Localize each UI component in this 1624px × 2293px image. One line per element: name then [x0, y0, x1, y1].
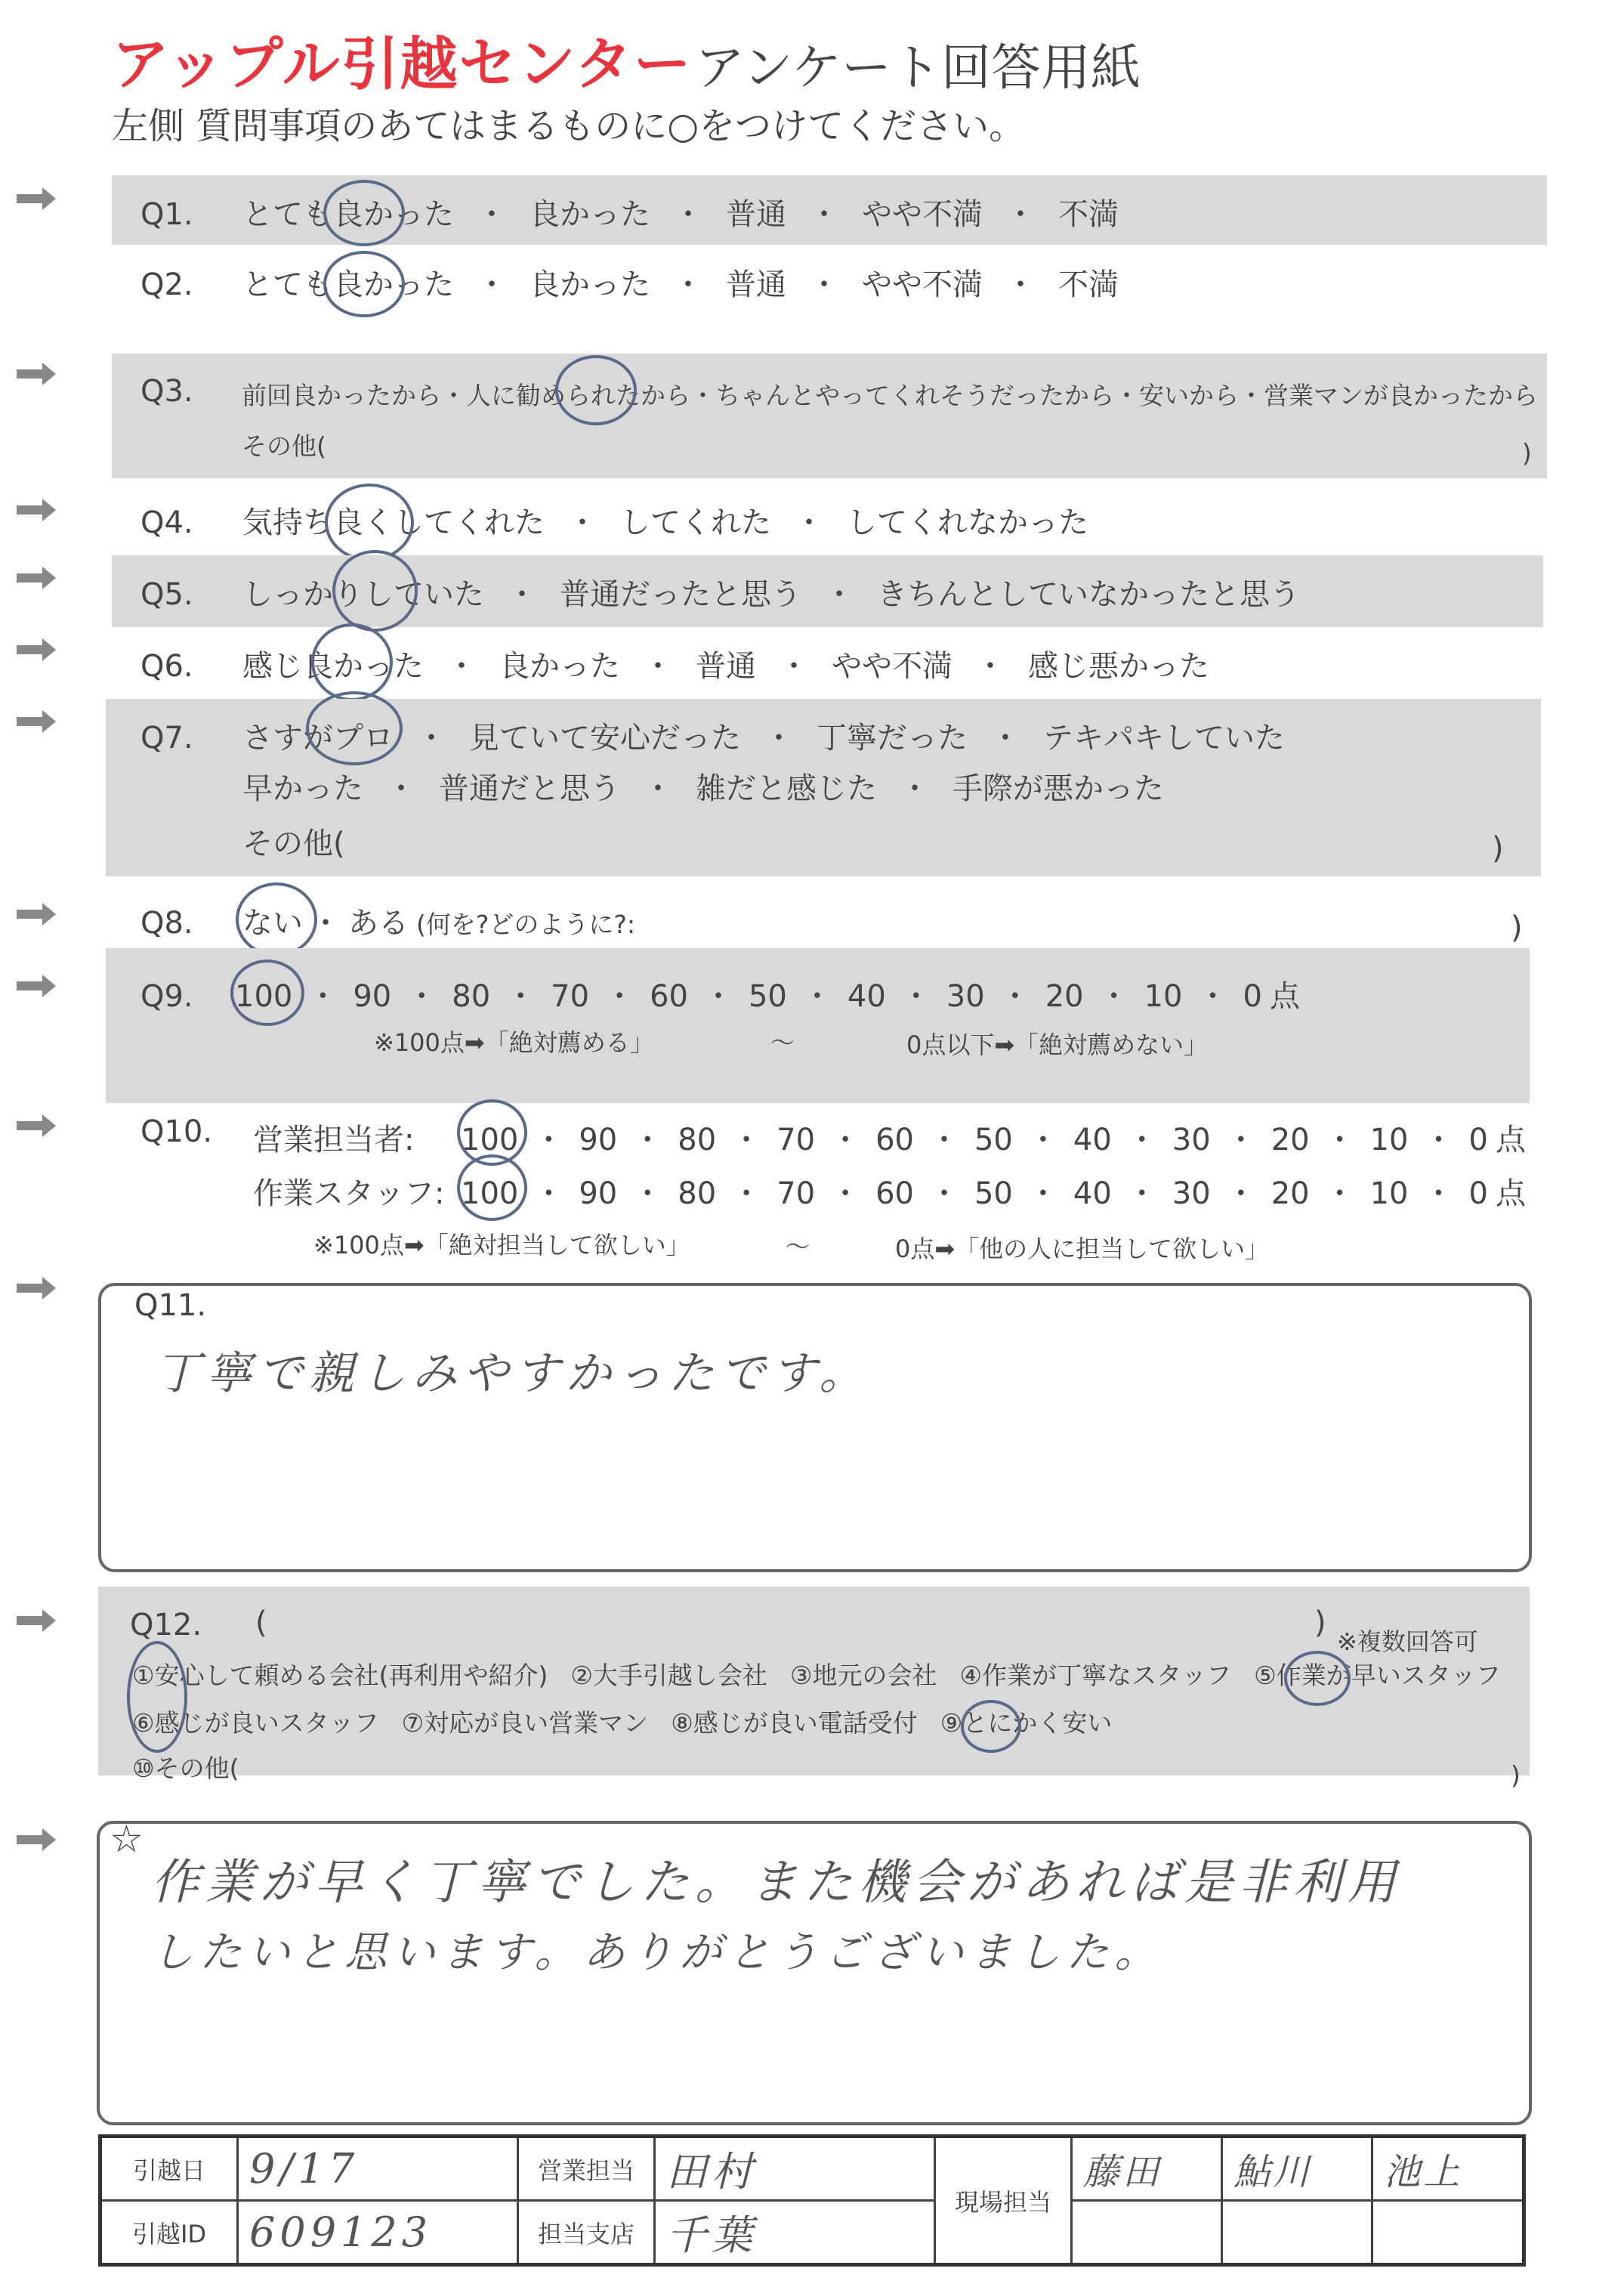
q7-option[interactable]: 丁寧だった [817, 721, 968, 756]
q10-staff-score-option[interactable]: 70 [776, 1176, 816, 1211]
q9-score-option[interactable]: 20 [1045, 979, 1084, 1014]
q2-option[interactable]: とても良かった [242, 267, 454, 302]
answer-circle [323, 251, 405, 317]
q12-label: Q12. [130, 1608, 202, 1642]
move-id-label: 引越ID [100, 2201, 238, 2265]
q11-label: Q11. [134, 1288, 207, 1323]
q1-row: Q1. とても良かった ・ 良かった ・ 普通 ・ やや不満 ・ 不満 [140, 190, 1119, 233]
q9-note-left: ※100点➡「絶対薦める」 [374, 1028, 654, 1057]
answer-circle [127, 1641, 187, 1753]
q9-score-option[interactable]: 0 [1243, 979, 1262, 1014]
q6-option[interactable]: 良かった [499, 649, 620, 684]
site-staff-empty-cell [1222, 2201, 1372, 2265]
q6-option[interactable]: 感じ良かった [242, 649, 424, 684]
q4-option[interactable]: 気持ち良くしてくれた [242, 505, 545, 540]
q5-option[interactable]: しっかりしていた [242, 577, 484, 612]
q9-score-option[interactable]: 60 [650, 979, 688, 1014]
q1-option[interactable]: 良かった [529, 197, 650, 232]
q6-option[interactable]: 感じ悪かった [1028, 649, 1209, 684]
q12-option[interactable]: ④作業が丁寧なスタッフ [959, 1661, 1232, 1690]
q1-option[interactable]: とても良かった [242, 197, 454, 232]
q12-other[interactable]: ⑩その他( [132, 1754, 239, 1783]
q10-staff-score-option[interactable]: 40 [1073, 1176, 1112, 1211]
q2-label: Q2. [140, 267, 193, 302]
q8-no-option[interactable]: ない [242, 906, 303, 941]
q9-score-option[interactable]: 90 [353, 979, 392, 1014]
q12-close-paren: ) [1314, 1605, 1326, 1640]
answer-circle [961, 1700, 1021, 1753]
arrow-icon [17, 1277, 56, 1299]
q12-option[interactable]: ⑦対応が良い営業マン [401, 1708, 649, 1738]
q8-close-paren: ) [1511, 910, 1523, 945]
q12-option[interactable]: ③地元の会社 [789, 1661, 937, 1690]
q8-prompt: (何を?どのように?: [416, 910, 636, 939]
site-staff-1: 藤田 [1072, 2137, 1222, 2201]
q4-option[interactable]: してくれなかった [847, 505, 1088, 540]
q10-tilde: 〜 [786, 1232, 810, 1261]
q12-option[interactable]: ①安心して頼める会社(再利用や紹介) [132, 1661, 548, 1690]
q10-sales-score-option[interactable]: 30 [1172, 1123, 1211, 1157]
q10-note-left: ※100点➡「絶対担当して欲しい」 [313, 1231, 690, 1259]
q4-option[interactable]: してくれた [620, 505, 771, 540]
form-title: アンケート回答用紙 [695, 39, 1141, 97]
answer-circle [1284, 1651, 1351, 1706]
q2-option[interactable]: 普通 [726, 267, 786, 302]
q6-row: Q6. 感じ良かった ・ 良かった ・ 普通 ・ やや不満 ・ 感じ悪かった [140, 642, 1209, 685]
q5-row: Q5. しっかりしていた ・ 普通だったと思う ・ きちんとしていなかったと思う [140, 570, 1300, 613]
q12-open-paren: ( [255, 1605, 267, 1640]
q10-sales-score-option[interactable]: 60 [875, 1123, 914, 1157]
q3-band [112, 354, 1547, 478]
q7-option[interactable]: 見ていて安心だった [469, 721, 741, 756]
arrow-icon [17, 1828, 56, 1851]
q10-sales-label: 営業担当者: [253, 1123, 415, 1157]
comment-line-1: 作業が早く丁寧でした。また機会があれば是非利用 [151, 1855, 1402, 1911]
q10-sales-score-option[interactable]: 80 [678, 1123, 717, 1157]
q10-sales-score-option[interactable]: 10 [1369, 1123, 1409, 1157]
q7-option[interactable]: 早かった [242, 771, 363, 806]
q4-row: Q4. 気持ち良くしてくれた ・ してくれた ・ してくれなかった [140, 499, 1088, 542]
q9-score-option[interactable]: 70 [551, 979, 590, 1014]
arrow-icon [17, 1609, 56, 1632]
q12-option[interactable]: ⑨とにかく安い [940, 1708, 1113, 1738]
arrow-icon [17, 187, 56, 210]
move-date-value: 9/17 [238, 2137, 518, 2201]
q8-label: Q8. [140, 906, 193, 941]
sales-value: 田村 [655, 2137, 935, 2201]
q10-sales-score-option[interactable]: 0 [1468, 1123, 1488, 1157]
q10-staff-score-option[interactable]: 10 [1369, 1176, 1409, 1211]
q5-option[interactable]: 普通だったと思う [560, 577, 801, 612]
q7-option[interactable]: 雑だと感じた [696, 771, 877, 806]
q10-staff-score-option[interactable]: 90 [579, 1176, 618, 1211]
star-icon: ☆ [110, 1817, 144, 1861]
answer-circle [332, 550, 418, 632]
arrow-icon [17, 363, 56, 385]
q6-label: Q6. [140, 649, 193, 684]
q8-yes-option[interactable]: ある [348, 906, 409, 941]
q10-staff-score-option[interactable]: 0 [1468, 1176, 1488, 1211]
arrow-icon [17, 903, 56, 926]
q9-unit: 点 [1269, 979, 1300, 1014]
q4-label: Q4. [140, 505, 193, 540]
q7-label: Q7. [140, 721, 193, 756]
q6-option[interactable]: やや不満 [832, 649, 952, 684]
q10-staff-score-option[interactable]: 50 [974, 1176, 1013, 1211]
q9-score-option[interactable]: 100 [235, 979, 293, 1014]
q10-sales-score-option[interactable]: 50 [974, 1123, 1013, 1157]
site-staff-label: 現場担当 [935, 2137, 1072, 2265]
q7-option[interactable]: さすがプロ [242, 721, 394, 756]
q12-option[interactable]: ②大手引越し会社 [570, 1661, 767, 1690]
arrow-icon [17, 710, 56, 733]
answer-circle [323, 180, 405, 246]
site-staff-empty-cell [1072, 2201, 1222, 2265]
q10-unit: 点 [1495, 1176, 1526, 1211]
q10-staff-score-option[interactable]: 20 [1270, 1176, 1310, 1211]
q9-label: Q9. [140, 979, 193, 1014]
q8-row: Q8. ない ・ ある (何を?どのように?: [140, 899, 635, 942]
q10-label: Q10. [140, 1114, 213, 1149]
brand-title: アップル引越センター [112, 30, 693, 97]
q10-sales-scores: 営業担当者: 100 ・ 90 ・ 80 ・ 70 ・ 60 ・ 50 ・ 40 ・ 30 ・ 20 ・ 10 ・ 0 点 [253, 1116, 1526, 1159]
q2-option[interactable]: やや不満 [862, 267, 983, 302]
q10-sales-score-option[interactable]: 90 [579, 1123, 618, 1157]
q7-option[interactable]: 手際が悪かった [952, 771, 1164, 806]
q7-row2: 早かった ・ 普通だと思う ・ 雑だと感じた ・ 手際が悪かった [242, 765, 1164, 808]
q12-option[interactable]: ⑥感じが良いスタッフ [132, 1708, 379, 1738]
q2-row: Q2. とても良かった ・ 良かった ・ 普通 ・ やや不満 ・ 不満 [140, 261, 1119, 304]
q9-score-option[interactable]: 30 [946, 979, 985, 1014]
answer-circle [306, 691, 403, 765]
q7-row1: Q7. さすがプロ ・ 見ていて安心だった ・ 丁寧だった ・ テキパキしていた [140, 714, 1285, 757]
q10-unit: 点 [1495, 1123, 1526, 1157]
q5-option[interactable]: きちんとしていなかったと思う [877, 577, 1300, 612]
q10-staff-score-option[interactable]: 30 [1172, 1176, 1211, 1211]
q11-handwritten-answer: 丁寧で親しみやすかったです。 [155, 1347, 871, 1400]
q7-close-paren: ) [1492, 831, 1504, 866]
answer-circle [457, 1154, 527, 1221]
arrow-icon [17, 1114, 56, 1137]
q3-label: Q3. [140, 374, 193, 409]
q12-option[interactable]: ⑧感じが良い電話受付 [671, 1708, 918, 1738]
q10-staff-score-option[interactable]: 80 [678, 1176, 717, 1211]
answer-circle [230, 960, 304, 1026]
arrow-icon [17, 975, 56, 997]
q10-staff-scores: 作業スタッフ: 100 ・ 90 ・ 80 ・ 70 ・ 60 ・ 50 ・ 40 ・ 30 ・ 20 ・ 10 ・ 0 点 [253, 1170, 1526, 1213]
q10-staff-score-option[interactable]: 100 [461, 1176, 519, 1211]
move-id-value: 609123 [238, 2201, 518, 2265]
comment-line-2: したいと思います。ありがとうございました。 [151, 1928, 1163, 1977]
q7-other[interactable]: その他( [242, 827, 345, 861]
q6-option[interactable]: 普通 [696, 649, 756, 684]
q9-tilde: 〜 [770, 1028, 795, 1057]
q1-label: Q1. [140, 197, 193, 232]
q9-score-option[interactable]: 80 [452, 979, 491, 1014]
answer-circle [311, 623, 393, 701]
branch-label: 担当支店 [518, 2201, 655, 2265]
answer-circle [555, 355, 637, 425]
q3-close-paren: ) [1522, 438, 1532, 468]
q3-other[interactable]: その他( [242, 431, 326, 461]
q7-option[interactable]: 普通だと思う [439, 771, 620, 806]
q3-options[interactable]: 前回良かったから・人に勧められたから・ちゃんとやってくれそうだったから・安いから・営業マンが良かったから [242, 381, 1538, 410]
q12-close-paren-other: ) [1511, 1760, 1521, 1790]
q11-answer-box[interactable] [98, 1283, 1532, 1572]
q9-score-option[interactable]: 50 [748, 979, 787, 1014]
q12-multi-note: ※複数回答可 [1337, 1627, 1478, 1656]
q7-option[interactable]: テキパキしていた [1043, 721, 1285, 756]
arrow-icon [17, 499, 56, 521]
q10-sales-score-option[interactable]: 40 [1073, 1123, 1112, 1157]
move-info-table [98, 2134, 1526, 2267]
q9-scores: Q9. 100 ・ 90 ・ 80 ・ 70 ・ 60 ・ 50 ・ 40 ・ 30 ・ 20 ・ 10 ・ 0 点 [140, 972, 1300, 1015]
site-staff-3: 池上 [1372, 2137, 1524, 2201]
q9-band [106, 948, 1530, 1103]
q9-score-option[interactable]: 40 [847, 979, 886, 1014]
q12-option[interactable]: ⑤作業が早いスタッフ [1254, 1661, 1501, 1690]
q10-staff-score-option[interactable]: 60 [875, 1176, 914, 1211]
move-date-label: 引越日 [100, 2137, 238, 2201]
q10-sales-score-option[interactable]: 100 [461, 1123, 519, 1157]
arrow-icon [17, 567, 56, 589]
q10-sales-score-option[interactable]: 70 [776, 1123, 816, 1157]
site-staff-2: 鮎川 [1222, 2137, 1372, 2201]
q1-option[interactable]: 不満 [1058, 197, 1119, 232]
q9-score-option[interactable]: 10 [1144, 979, 1183, 1014]
q2-option[interactable]: 良かった [529, 267, 650, 302]
q2-option[interactable]: 不満 [1058, 267, 1119, 302]
q5-label: Q5. [140, 577, 193, 612]
q10-staff-label: 作業スタッフ: [253, 1176, 445, 1211]
instruction-text: 左側 質問事項のあてはまるものに○をつけてください。 [112, 105, 1026, 147]
arrow-icon [17, 638, 56, 661]
q9-note-right: 0点以下➡「絶対薦めない」 [906, 1031, 1209, 1059]
branch-value: 千葉 [655, 2201, 935, 2265]
q1-option[interactable]: 普通 [726, 197, 786, 232]
site-staff-empty-cell [1372, 2201, 1524, 2265]
q1-option[interactable]: やや不満 [862, 197, 983, 232]
q10-note-right: 0点➡「他の人に担当して欲しい」 [895, 1235, 1270, 1263]
sales-label: 営業担当 [518, 2137, 655, 2201]
q10-sales-score-option[interactable]: 20 [1270, 1123, 1310, 1157]
answer-circle [236, 882, 317, 956]
